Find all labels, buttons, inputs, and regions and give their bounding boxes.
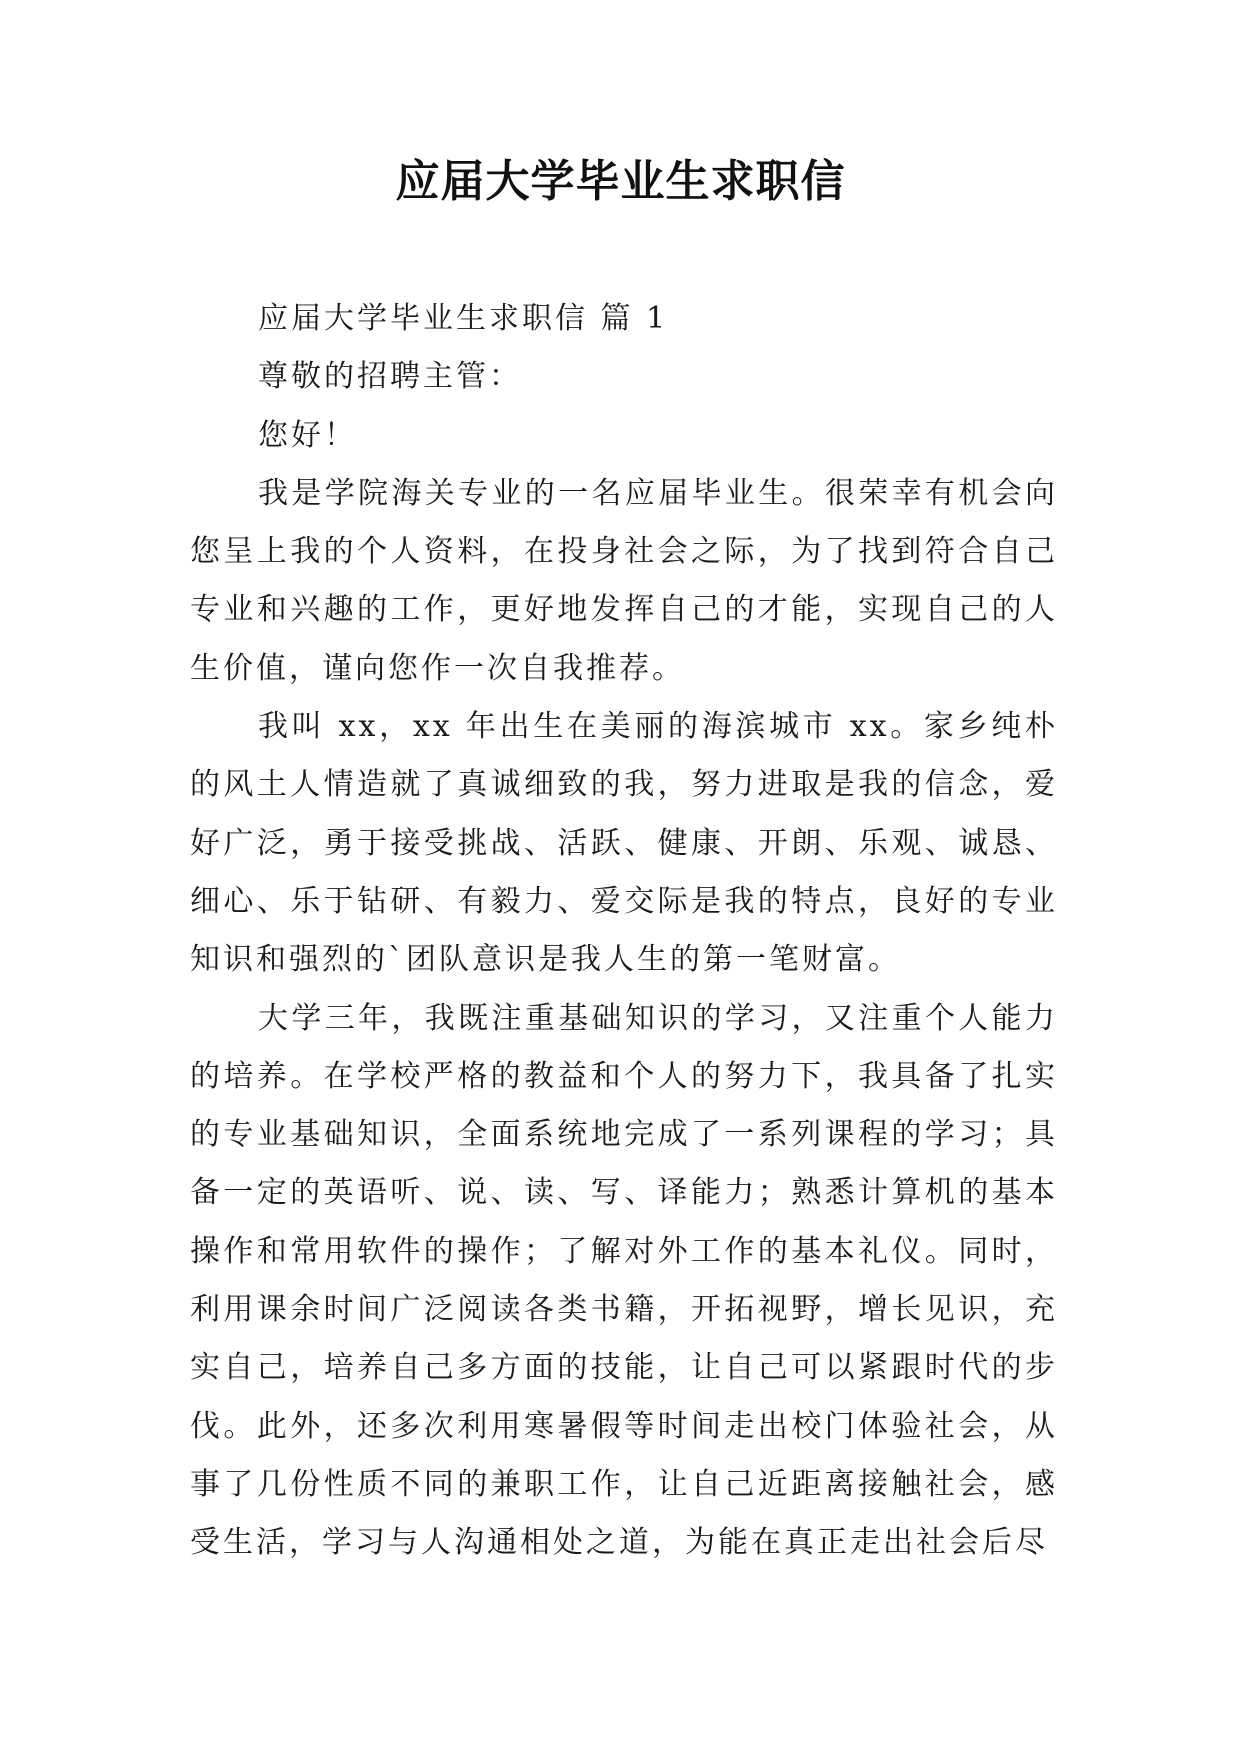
section-heading: 应届大学毕业生求职信 篇 1 <box>258 301 669 336</box>
paragraph-background: 我叫 xx，xx 年出生在美丽的海滨城市 xx。家乡纯朴的风土人情造就了真诚细致的我，努力进取是我的信念，爱好广泛，勇于接受挑战、活跃、健康、开朗、乐观、诚恳、细心、乐于钻研、有毅力、爱交际是我的特点，良好的专业知识和强烈的`团队意识是我人生的第一笔财富。 <box>190 709 1058 978</box>
paragraph-intro: 我是学院海关专业的一名应届毕业生。很荣幸有机会向您呈上我的个人资料，在投身社会之际，为了找到符合自己专业和兴趣的工作，更好地发挥自己的才能，实现自己的人生价值，谨向您作一次自我推荐。 <box>190 475 1058 686</box>
salutation: 尊敬的招聘主管： <box>258 359 522 395</box>
document-title: 应届大学毕业生求职信 <box>395 156 846 207</box>
document-body <box>190 290 1058 1573</box>
paragraph-education: 大学三年，我既注重基础知识的学习，又注重个人能力的培养。在学校严格的教益和个人的努力下，我具备了扎实的专业基础知识，全面系统地完成了一系列课程的学习；具备一定的英语听、说、读、写、译能力；熟悉计算机的基本操作和常用软件的操作；了解对外工作的基本礼仪。同时，利用课余时间广泛阅读各类书籍，开拓视野，增长见识，充实自己，培养自己多方面的技能，让自己可以紧跟时代的步伐。此外，还多次利用寒暑假等时间走出校门体验社会，从事了几份性质不同的兼职工作，让自己近距离接触社会，感受生活，学习与人沟通相处之道，为能在真正走出社会后尽 <box>190 1000 1058 1561</box>
greeting: 您好！ <box>258 417 357 453</box>
